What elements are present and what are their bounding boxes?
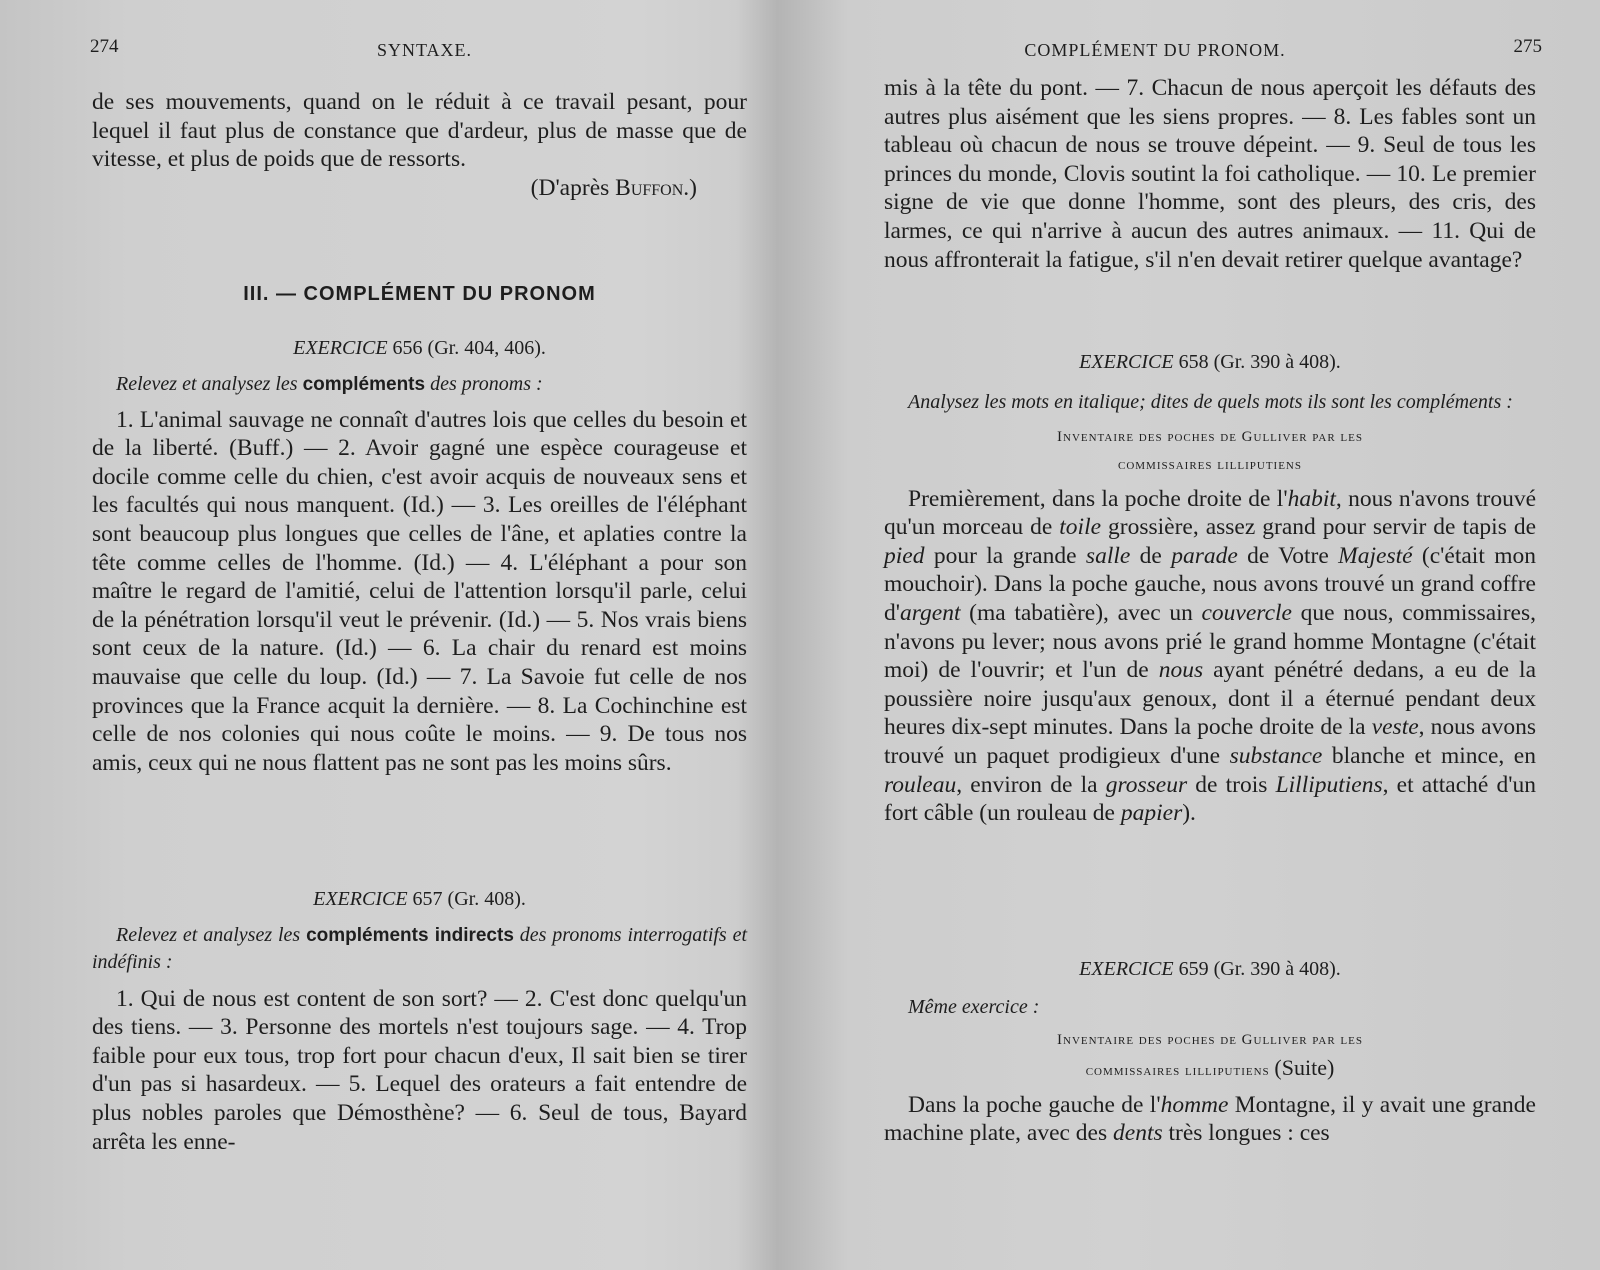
instruction-text: Même exercice : bbox=[908, 995, 1040, 1018]
right-page bbox=[884, 0, 1542, 1270]
section-heading-block bbox=[92, 280, 747, 309]
italic-word: Lilliputiens bbox=[1275, 771, 1383, 798]
running-title: COMPLÉMENT DU PRONOM. bbox=[1024, 40, 1286, 60]
italic-word: substance bbox=[1229, 742, 1323, 769]
text-run: grossière, assez grand pour servir de tapis de bbox=[1101, 514, 1537, 541]
text-run: très longues : ces bbox=[1162, 1120, 1330, 1147]
running-title: SYNTAXE. bbox=[376, 40, 473, 60]
carryover-paragraph: de ses mouvements, quand on le réduit à ce travail pesant, pour lequel il faut plus de constance que d'ardeur, plus de masse que de vitesse, et plus de poids que de ressorts. bbox=[92, 89, 747, 173]
carryover-paragraph: mis à la tête du pont. — 7. Chacun de nous aperçoit les défauts des autres plus aisément que les siens propres. — 8. Les fables sont un tableau où chacun de nous se trouve dépeint. — 9. Seul de tous les princes du monde, Clovis soutint la foi catholique. — 10. Le premier signe de vie que donne l'homme, sont des pleurs, des cris, des larmes, ce qui n'arrive à aucun des autres animaux. — 11. Qui de nous affronterait la fatigue, s'il n'en devait retirer quelque avantage? bbox=[884, 75, 1536, 273]
exercise-label: EXERCICE bbox=[1079, 351, 1174, 373]
exercise-text: 1. Qui de nous est content de son sort? — 2. C'est donc quelqu'un des tiens. — 3. Personne des mortels n'est toujours sage. — 4. Trop faible pour eux tous, trop fort pour chacun d'eux, Il sait bien se tirer d'un pas si hasardeux. — 5. Lequel des orateurs a fait entendre de plus nobles paroles que Démosthène? — 6. Seul de tous, Bayard arrêta les enne- bbox=[92, 985, 747, 1155]
exercise-658 bbox=[884, 348, 1536, 828]
text-run: ). bbox=[1182, 800, 1196, 827]
exercise-heading bbox=[92, 885, 747, 914]
italic-word: couvercle bbox=[1201, 599, 1292, 626]
italic-word: homme bbox=[1160, 1091, 1229, 1118]
italic-word: pied bbox=[884, 542, 925, 569]
text-run: Dans la poche gauche de l' bbox=[908, 1091, 1161, 1118]
exercise-instruction bbox=[92, 922, 747, 975]
exercise-ref: 656 (Gr. 404, 406). bbox=[392, 337, 546, 359]
text-run: , environ de la bbox=[956, 771, 1106, 798]
text-run: de Votre bbox=[1237, 542, 1339, 569]
text-run: (c'était mon mouchoir). Dans la poche gauche, nous avons trouvé un grand coffre d' bbox=[884, 542, 1537, 626]
subhead-text: commissaires lilliputiens bbox=[1085, 1062, 1270, 1079]
exercise-657 bbox=[92, 885, 747, 1156]
text-run: blanche et mince, en bbox=[1322, 742, 1536, 769]
text-run: (ma tabatière), avec un bbox=[960, 599, 1202, 626]
right-running-head bbox=[884, 36, 1542, 66]
italic-word: habit bbox=[1287, 485, 1336, 512]
attribution-author: Buffon.) bbox=[615, 174, 697, 201]
attribution-prefix: (D'après bbox=[530, 174, 610, 201]
text-run: ayant pénétré dedans, a eu de la poussière noire jusqu'aux genoux, dont il a éternué pendant deux heures dix-sept minutes. Dans la poche droite de la bbox=[884, 657, 1536, 741]
italic-word: rouleau bbox=[884, 771, 957, 798]
italic-word: nous bbox=[1158, 657, 1204, 684]
left-carryover bbox=[92, 88, 747, 202]
instruction-part: des pronoms interrogatifs et indéfinis : bbox=[92, 923, 748, 973]
left-page bbox=[92, 0, 747, 1270]
section-title: III. — COMPLÉMENT DU PRONOM bbox=[243, 283, 596, 305]
exercise-heading bbox=[92, 334, 747, 363]
instruction-bold: compléments indirects bbox=[306, 924, 514, 946]
italic-word: parade bbox=[1171, 542, 1238, 569]
italic-word: dents bbox=[1113, 1120, 1163, 1147]
text-run: de bbox=[1130, 542, 1172, 569]
exercise-ref: 659 (Gr. 390 à 408). bbox=[1178, 958, 1341, 980]
exercise-text bbox=[884, 485, 1536, 828]
exercise-text bbox=[884, 1091, 1536, 1148]
exercise-text: 1. L'animal sauvage ne connaît d'autres lois que celles du besoin et de la liberté. (Buff.) — 2. Avoir gagné une espèce courageuse et docile comme celle du chien, c'est avoir acquis de nouveaux sens et les facultés qui nous manquent. (Id.) — 3. Les oreilles de l'éléphant sont beaucoup plus longues que celles de l'âne, et aplaties contre la tête comme celles de l'homme. (Id.) — 4. L'éléphant a pour son maître le regard de l'amitié, celui de l'attention lorsqu'il parle, celui de la pénétration lorsqu'il veut le prévenir. (Id.) — 5. Nos vrais biens sont ceux de la nature. (Id.) — 6. La chair du renard est moins mauvaise que celle du loup. (Id.) — 7. La Savoie fut celle de nos provinces que la France acquit la dernière. — 8. La Cochinchine est celle de nos colonies qui nous coûte le moins. — 9. De tous nos amis, ceux qui ne nous flattent pas ne sont pas les moins sûrs. bbox=[92, 406, 747, 776]
instruction-text: Analysez les mots en italique; dites de quels mots ils sont les compléments : bbox=[908, 390, 1513, 413]
exercise-heading bbox=[884, 348, 1536, 377]
subhead-line-2 bbox=[884, 1054, 1536, 1085]
subhead-line-1: Inventaire des poches de Gulliver par les bbox=[1057, 1031, 1363, 1048]
text-run: , et attaché d'un fort câble (un rouleau de bbox=[884, 771, 1536, 827]
italic-word: Majesté bbox=[1338, 542, 1413, 569]
text-run: Premièrement, dans la poche droite de l' bbox=[908, 485, 1288, 512]
instruction-part: Relevez et analysez les bbox=[116, 372, 298, 395]
subhead-line-2: commissaires lilliputiens bbox=[1118, 456, 1302, 473]
exercise-label: EXERCICE bbox=[293, 337, 388, 359]
exercise-heading bbox=[884, 955, 1536, 984]
exercise-ref: 658 (Gr. 390 à 408). bbox=[1178, 351, 1341, 373]
italic-word: veste bbox=[1371, 714, 1419, 741]
instruction-part: Relevez et analysez les bbox=[116, 923, 301, 946]
right-carryover bbox=[884, 74, 1536, 274]
exercise-label: EXERCICE bbox=[1079, 958, 1174, 980]
exercise-instruction bbox=[92, 371, 747, 398]
text-run: pour la grande bbox=[924, 542, 1086, 569]
instruction-part: des pronoms : bbox=[430, 372, 543, 395]
exercise-instruction bbox=[884, 389, 1536, 415]
text-run: Montagne, il y avait une grande machine plate, avec des bbox=[884, 1091, 1536, 1147]
exercise-659 bbox=[884, 955, 1536, 1148]
italic-word: salle bbox=[1085, 542, 1131, 569]
italic-word: toile bbox=[1059, 514, 1102, 541]
exercise-label: EXERCICE bbox=[313, 888, 408, 910]
text-run: , nous n'avons trouvé qu'un morceau de bbox=[884, 485, 1536, 541]
page-number: 275 bbox=[1513, 36, 1542, 57]
exercise-ref: 657 (Gr. 408). bbox=[412, 888, 526, 910]
text-run: que nous, commissaires, n'avons pu lever; nous avons prié le grand homme Montagne (c'était moi) de l'ouvrir; et l'un de bbox=[884, 599, 1536, 684]
text-run: de trois bbox=[1187, 771, 1276, 798]
exercise-656 bbox=[92, 334, 747, 777]
italic-word: papier bbox=[1120, 800, 1183, 827]
text-run: , nous avons trouvé un paquet prodigieux d'une bbox=[884, 714, 1536, 769]
left-running-head bbox=[92, 36, 747, 66]
italic-word: grosseur bbox=[1105, 771, 1188, 798]
page-number: 274 bbox=[90, 36, 119, 57]
subhead-line-1: Inventaire des poches de Gulliver par les bbox=[1057, 428, 1363, 445]
italic-word: argent bbox=[899, 599, 961, 626]
attribution bbox=[92, 174, 747, 203]
subhead-suite: (Suite) bbox=[1274, 1054, 1335, 1080]
exercise-instruction bbox=[884, 994, 1536, 1020]
instruction-bold: compléments bbox=[302, 373, 426, 395]
